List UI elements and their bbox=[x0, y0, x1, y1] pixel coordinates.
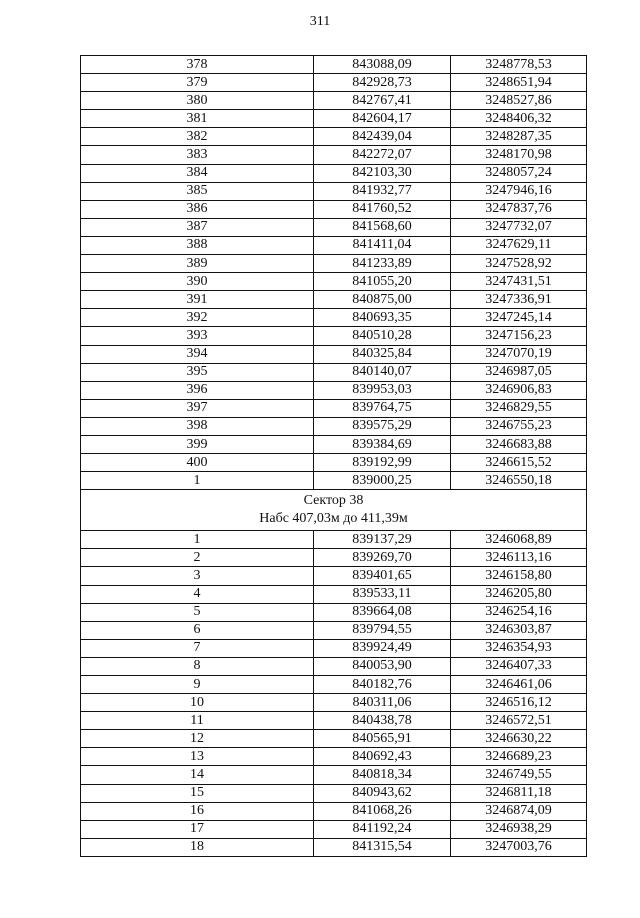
y-coordinate-cell: 3247629,11 bbox=[451, 236, 587, 254]
point-number-cell: 3 bbox=[81, 567, 314, 585]
y-coordinate-cell: 3246683,88 bbox=[451, 435, 587, 453]
table-row bbox=[81, 236, 587, 254]
y-coordinate-cell: 3247946,16 bbox=[451, 182, 587, 200]
table-row bbox=[81, 291, 587, 309]
table-row bbox=[81, 694, 587, 712]
y-coordinate-cell: 3246158,80 bbox=[451, 567, 587, 585]
point-number-cell: 383 bbox=[81, 146, 314, 164]
x-coordinate-cell: 840875,00 bbox=[314, 291, 451, 309]
y-coordinate-cell: 3247336,91 bbox=[451, 291, 587, 309]
x-coordinate-cell: 841411,04 bbox=[314, 236, 451, 254]
x-coordinate-cell: 842767,41 bbox=[314, 92, 451, 110]
point-number-cell: 5 bbox=[81, 603, 314, 621]
point-number-cell: 4 bbox=[81, 585, 314, 603]
table-row bbox=[81, 585, 587, 603]
point-number-cell: 12 bbox=[81, 730, 314, 748]
table-row bbox=[81, 766, 587, 784]
x-coordinate-cell: 841315,54 bbox=[314, 838, 451, 856]
table-row bbox=[81, 748, 587, 766]
x-coordinate-cell: 841932,77 bbox=[314, 182, 451, 200]
x-coordinate-cell: 839269,70 bbox=[314, 549, 451, 567]
table-row bbox=[81, 549, 587, 567]
point-number-cell: 382 bbox=[81, 128, 314, 146]
y-coordinate-cell: 3247732,07 bbox=[451, 218, 587, 236]
x-coordinate-cell: 842272,07 bbox=[314, 146, 451, 164]
point-number-cell: 17 bbox=[81, 820, 314, 838]
x-coordinate-cell: 843088,09 bbox=[314, 56, 451, 74]
point-number-cell: 395 bbox=[81, 363, 314, 381]
y-coordinate-cell: 3246461,06 bbox=[451, 676, 587, 694]
point-number-cell: 393 bbox=[81, 327, 314, 345]
point-number-cell: 16 bbox=[81, 802, 314, 820]
sector-header-group bbox=[81, 490, 587, 531]
table-row bbox=[81, 309, 587, 327]
y-coordinate-cell: 3247156,23 bbox=[451, 327, 587, 345]
y-coordinate-cell: 3247245,14 bbox=[451, 309, 587, 327]
y-coordinate-cell: 3247070,19 bbox=[451, 345, 587, 363]
point-number-cell: 394 bbox=[81, 345, 314, 363]
table-row bbox=[81, 435, 587, 453]
x-coordinate-cell: 840438,78 bbox=[314, 712, 451, 730]
point-number-cell: 15 bbox=[81, 784, 314, 802]
y-coordinate-cell: 3246829,55 bbox=[451, 399, 587, 417]
x-coordinate-cell: 840182,76 bbox=[314, 676, 451, 694]
table-row bbox=[81, 74, 587, 92]
point-number-cell: 384 bbox=[81, 164, 314, 182]
x-coordinate-cell: 839384,69 bbox=[314, 435, 451, 453]
x-coordinate-cell: 839192,99 bbox=[314, 454, 451, 472]
table-row bbox=[81, 454, 587, 472]
point-number-cell: 379 bbox=[81, 74, 314, 92]
table-row bbox=[81, 838, 587, 856]
point-number-cell: 400 bbox=[81, 454, 314, 472]
x-coordinate-cell: 839137,29 bbox=[314, 531, 451, 549]
point-number-cell: 8 bbox=[81, 657, 314, 675]
y-coordinate-cell: 3248287,35 bbox=[451, 128, 587, 146]
point-number-cell: 398 bbox=[81, 417, 314, 435]
point-number-cell: 1 bbox=[81, 531, 314, 549]
point-number-cell: 6 bbox=[81, 621, 314, 639]
point-number-cell: 397 bbox=[81, 399, 314, 417]
table-row bbox=[81, 417, 587, 435]
table-row bbox=[81, 200, 587, 218]
table-row bbox=[81, 472, 587, 490]
point-number-cell: 14 bbox=[81, 766, 314, 784]
y-coordinate-cell: 3246811,18 bbox=[451, 784, 587, 802]
point-number-cell: 1 bbox=[81, 472, 314, 490]
point-number-cell: 18 bbox=[81, 838, 314, 856]
x-coordinate-cell: 842928,73 bbox=[314, 74, 451, 92]
x-coordinate-cell: 840693,35 bbox=[314, 309, 451, 327]
y-coordinate-cell: 3246630,22 bbox=[451, 730, 587, 748]
x-coordinate-cell: 839000,25 bbox=[314, 472, 451, 490]
table-row bbox=[81, 676, 587, 694]
point-number-cell: 388 bbox=[81, 236, 314, 254]
x-coordinate-cell: 842439,04 bbox=[314, 128, 451, 146]
table-row bbox=[81, 730, 587, 748]
y-coordinate-cell: 3247837,76 bbox=[451, 200, 587, 218]
x-coordinate-cell: 839924,49 bbox=[314, 639, 451, 657]
x-coordinate-cell: 839953,03 bbox=[314, 381, 451, 399]
y-coordinate-cell: 3246615,52 bbox=[451, 454, 587, 472]
x-coordinate-cell: 840140,07 bbox=[314, 363, 451, 381]
y-coordinate-cell: 3248057,24 bbox=[451, 164, 587, 182]
x-coordinate-cell: 839401,65 bbox=[314, 567, 451, 585]
y-coordinate-cell: 3246113,16 bbox=[451, 549, 587, 567]
coordinates-table bbox=[80, 55, 587, 857]
point-number-cell: 390 bbox=[81, 273, 314, 291]
table-row bbox=[81, 399, 587, 417]
point-number-cell: 386 bbox=[81, 200, 314, 218]
table-row bbox=[81, 56, 587, 74]
y-coordinate-cell: 3248527,86 bbox=[451, 92, 587, 110]
table-row bbox=[81, 345, 587, 363]
x-coordinate-cell: 842103,30 bbox=[314, 164, 451, 182]
y-coordinate-cell: 3246068,89 bbox=[451, 531, 587, 549]
sector-header-row bbox=[81, 490, 587, 531]
y-coordinate-cell: 3246407,33 bbox=[451, 657, 587, 675]
x-coordinate-cell: 839533,11 bbox=[314, 585, 451, 603]
point-number-cell: 381 bbox=[81, 110, 314, 128]
table-row bbox=[81, 128, 587, 146]
y-coordinate-cell: 3246516,12 bbox=[451, 694, 587, 712]
y-coordinate-cell: 3246205,80 bbox=[451, 585, 587, 603]
point-number-cell: 387 bbox=[81, 218, 314, 236]
y-coordinate-cell: 3246906,83 bbox=[451, 381, 587, 399]
y-coordinate-cell: 3247528,92 bbox=[451, 255, 587, 273]
table-body-before-sector bbox=[81, 56, 587, 490]
x-coordinate-cell: 840053,90 bbox=[314, 657, 451, 675]
x-coordinate-cell: 840692,43 bbox=[314, 748, 451, 766]
table-row bbox=[81, 363, 587, 381]
y-coordinate-cell: 3246303,87 bbox=[451, 621, 587, 639]
sector-title: Сектор 38 bbox=[303, 493, 364, 509]
table-row bbox=[81, 273, 587, 291]
y-coordinate-cell: 3246874,09 bbox=[451, 802, 587, 820]
sector-header-cell bbox=[81, 490, 587, 531]
y-coordinate-cell: 3247003,76 bbox=[451, 838, 587, 856]
table-row bbox=[81, 255, 587, 273]
y-coordinate-cell: 3247431,51 bbox=[451, 273, 587, 291]
table-row bbox=[81, 784, 587, 802]
table-row bbox=[81, 820, 587, 838]
x-coordinate-cell: 839764,75 bbox=[314, 399, 451, 417]
point-number-cell: 2 bbox=[81, 549, 314, 567]
table-row bbox=[81, 327, 587, 345]
x-coordinate-cell: 840311,06 bbox=[314, 694, 451, 712]
x-coordinate-cell: 841068,26 bbox=[314, 802, 451, 820]
point-number-cell: 391 bbox=[81, 291, 314, 309]
x-coordinate-cell: 839664,08 bbox=[314, 603, 451, 621]
y-coordinate-cell: 3246254,16 bbox=[451, 603, 587, 621]
page-number: 311 bbox=[309, 14, 331, 29]
x-coordinate-cell: 840565,91 bbox=[314, 730, 451, 748]
table-row bbox=[81, 218, 587, 236]
table-row bbox=[81, 802, 587, 820]
x-coordinate-cell: 840325,84 bbox=[314, 345, 451, 363]
point-number-cell: 385 bbox=[81, 182, 314, 200]
y-coordinate-cell: 3246755,23 bbox=[451, 417, 587, 435]
x-coordinate-cell: 839794,55 bbox=[314, 621, 451, 639]
point-number-cell: 10 bbox=[81, 694, 314, 712]
y-coordinate-cell: 3248651,94 bbox=[451, 74, 587, 92]
table-row bbox=[81, 92, 587, 110]
x-coordinate-cell: 840818,34 bbox=[314, 766, 451, 784]
y-coordinate-cell: 3246938,29 bbox=[451, 820, 587, 838]
x-coordinate-cell: 840943,62 bbox=[314, 784, 451, 802]
table-row bbox=[81, 567, 587, 585]
x-coordinate-cell: 841233,89 bbox=[314, 255, 451, 273]
y-coordinate-cell: 3246572,51 bbox=[451, 712, 587, 730]
point-number-cell: 7 bbox=[81, 639, 314, 657]
point-number-cell: 378 bbox=[81, 56, 314, 74]
point-number-cell: 396 bbox=[81, 381, 314, 399]
point-number-cell: 380 bbox=[81, 92, 314, 110]
table-row bbox=[81, 621, 587, 639]
table-row bbox=[81, 639, 587, 657]
x-coordinate-cell: 841192,24 bbox=[314, 820, 451, 838]
y-coordinate-cell: 3246749,55 bbox=[451, 766, 587, 784]
sector-subtitle: Набс 407,03м до 411,39м bbox=[259, 511, 408, 527]
table-body-after-sector bbox=[81, 531, 587, 857]
table-row bbox=[81, 657, 587, 675]
y-coordinate-cell: 3246987,05 bbox=[451, 363, 587, 381]
point-number-cell: 9 bbox=[81, 676, 314, 694]
x-coordinate-cell: 842604,17 bbox=[314, 110, 451, 128]
x-coordinate-cell: 839575,29 bbox=[314, 417, 451, 435]
y-coordinate-cell: 3248170,98 bbox=[451, 146, 587, 164]
point-number-cell: 392 bbox=[81, 309, 314, 327]
table-row bbox=[81, 531, 587, 549]
table-row bbox=[81, 110, 587, 128]
table-row bbox=[81, 182, 587, 200]
y-coordinate-cell: 3246550,18 bbox=[451, 472, 587, 490]
table-row bbox=[81, 603, 587, 621]
table-row bbox=[81, 146, 587, 164]
x-coordinate-cell: 841055,20 bbox=[314, 273, 451, 291]
x-coordinate-cell: 840510,28 bbox=[314, 327, 451, 345]
table-row bbox=[81, 381, 587, 399]
point-number-cell: 11 bbox=[81, 712, 314, 730]
x-coordinate-cell: 841760,52 bbox=[314, 200, 451, 218]
point-number-cell: 13 bbox=[81, 748, 314, 766]
x-coordinate-cell: 841568,60 bbox=[314, 218, 451, 236]
point-number-cell: 399 bbox=[81, 435, 314, 453]
point-number-cell: 389 bbox=[81, 255, 314, 273]
y-coordinate-cell: 3246689,23 bbox=[451, 748, 587, 766]
y-coordinate-cell: 3248406,32 bbox=[451, 110, 587, 128]
table-row bbox=[81, 712, 587, 730]
y-coordinate-cell: 3246354,93 bbox=[451, 639, 587, 657]
table-row bbox=[81, 164, 587, 182]
y-coordinate-cell: 3248778,53 bbox=[451, 56, 587, 74]
